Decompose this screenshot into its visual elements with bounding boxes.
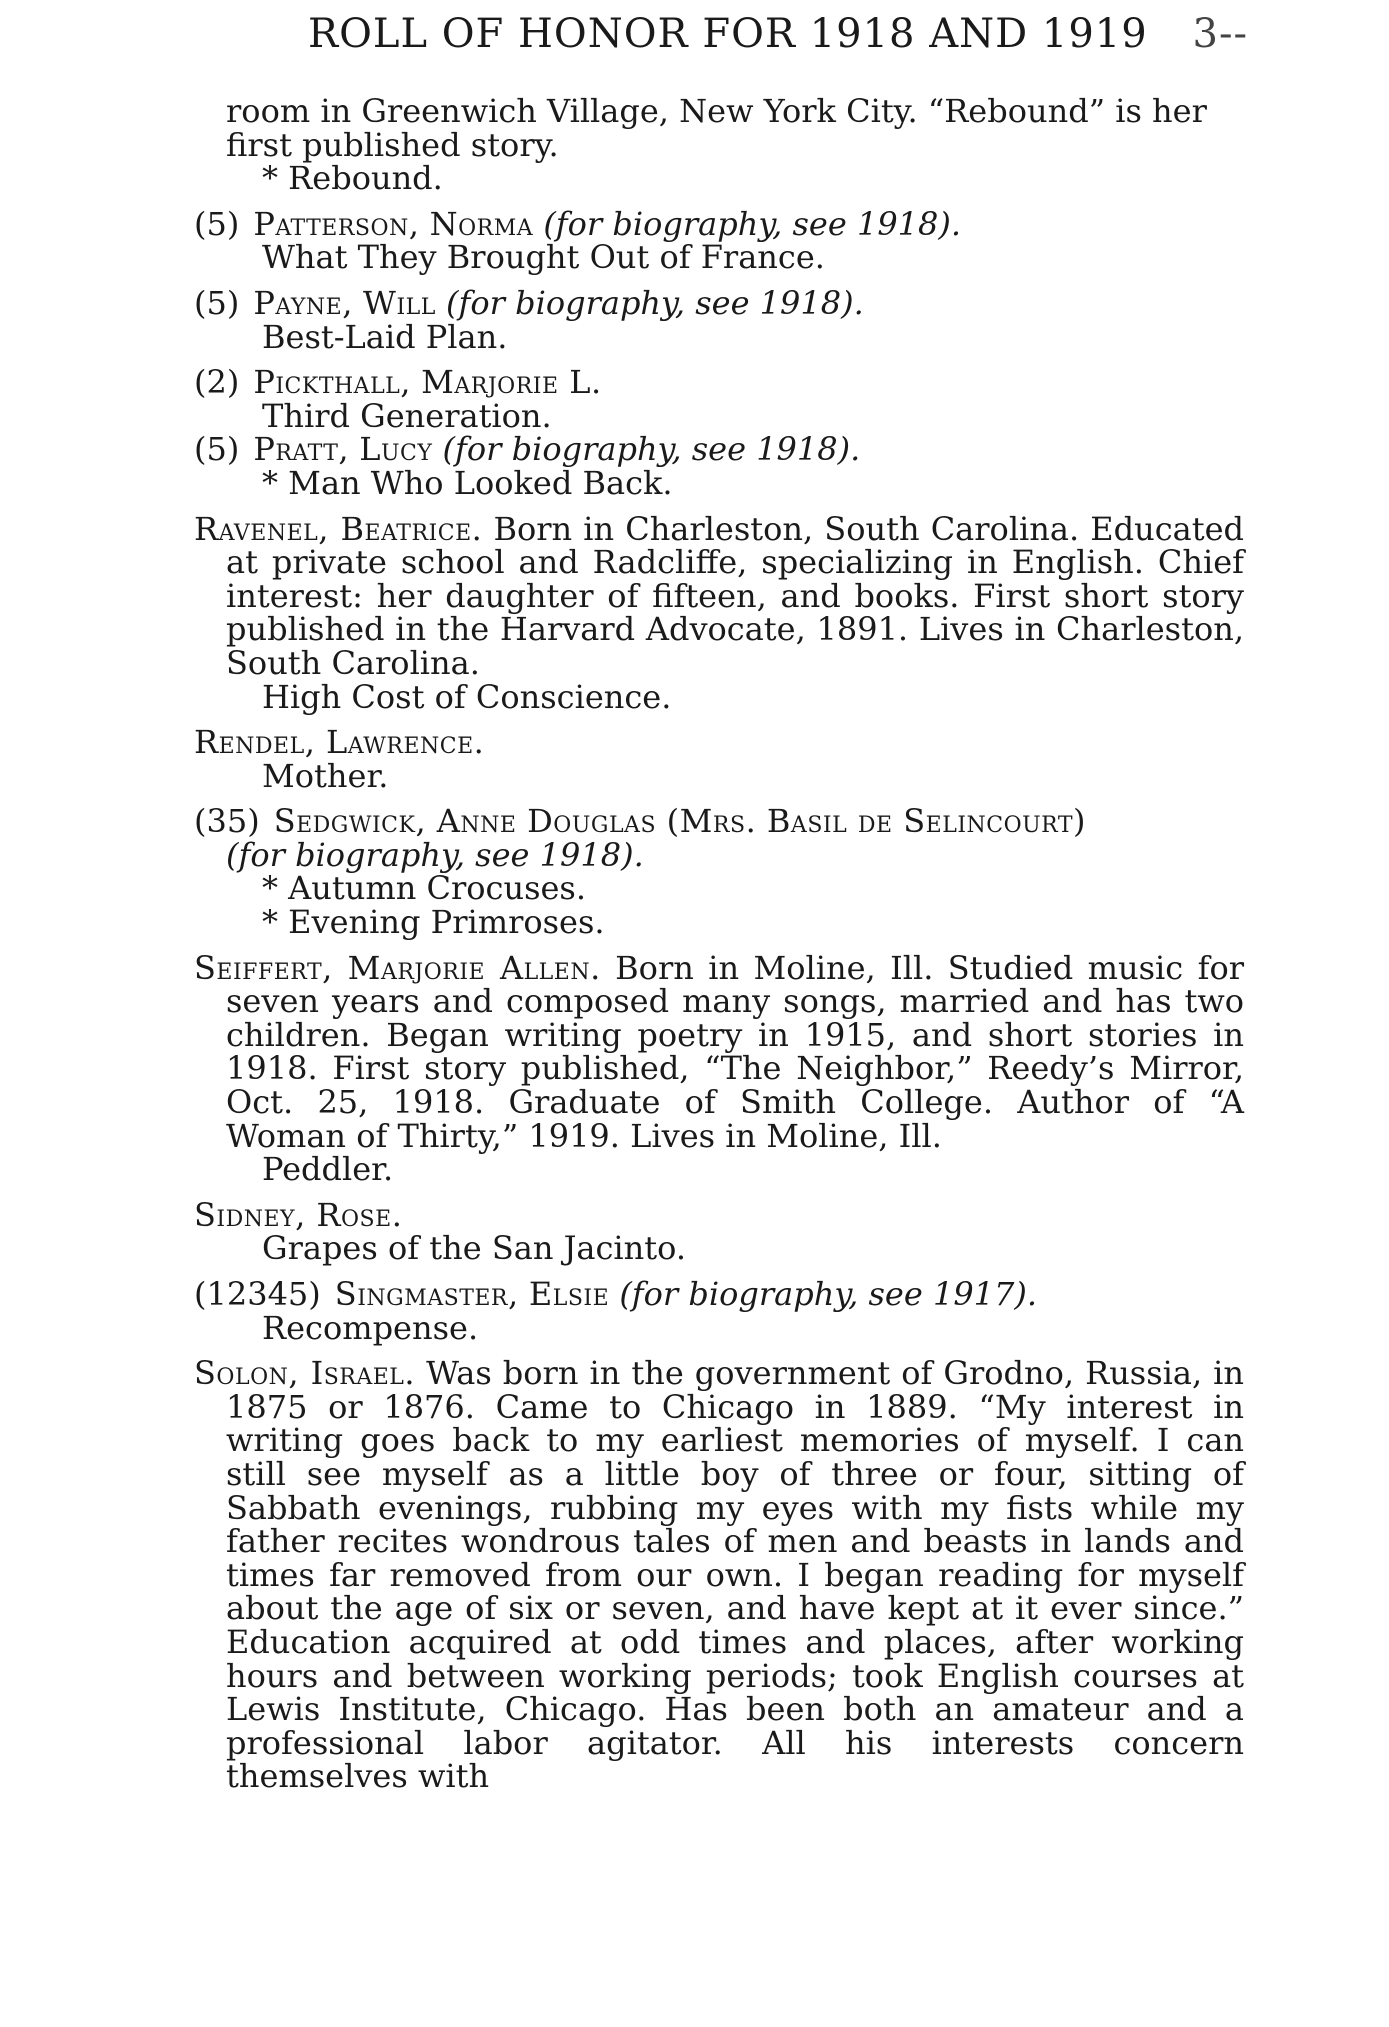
author-biography: Was born in the government of Grodno, Russia, in 1875 or 1876. Came to Chicago in 1889. “My interest in writing goes back to my earliest memories of myself. I can still see myself as a little boy of three or four, sitting of Sabbath evenings, rubbing my eyes with my fists while my father recites wondrous tales of men and beasts in lands and times far removed from our own. I began reading for myself about the age of six or seven, and have kept at it ever since.” Education acquired at odd times and places, after working hours and between working periods; took English courses at Lewis Institute, Chicago. Has been both an amateur and a professional labor agitator. All his interests concern themselves with xyxy=(226,1354,1245,1796)
author-given-name: Marjorie L. xyxy=(421,363,602,402)
author-entry xyxy=(194,204,1244,277)
star-count: (5) xyxy=(194,283,240,322)
story-title: Recompense. xyxy=(262,1308,479,1347)
author-name: Seiffert, Marjorie Allen. xyxy=(194,948,601,987)
page-number: 3-- xyxy=(1192,11,1248,57)
story-title: Grapes of the San Jacinto. xyxy=(262,1229,686,1268)
story-title: Mother. xyxy=(262,756,389,795)
author-surname: Singmaster, xyxy=(334,1275,519,1313)
author-entry-sedgwick xyxy=(194,802,1244,942)
story-title: Peddler. xyxy=(262,1150,394,1189)
story-title: * Man Who Looked Back. xyxy=(262,463,673,502)
author-surname: Pratt, xyxy=(253,430,350,469)
story-title: * Autumn Crocuses. xyxy=(262,869,587,908)
author-entry xyxy=(194,430,1244,502)
carryover-entry xyxy=(194,92,1244,198)
author-biography: Born in Charleston, South Carolina. Educated at private school and Radcliffe, specializing in English. Chief interest: her daughter of fifteen, and books. First short story published in the Harvard Advocate, 1891. Lives in Charleston, South Carolina. xyxy=(226,509,1245,682)
author-name: Ravenel, Beatrice. xyxy=(194,509,483,548)
author-biography: Born in Moline, Ill. Studied music for seven years and composed many songs, married and has two children. Began writing poetry in 1915, and short stories in 1918. First story published, “The Neighbor,” Reedy’s Mirror, Oct. 25, 1918. Graduate of Smith College. Author of “A Woman of Thirty,” 1919. Lives in Moline, Ill. xyxy=(226,948,1244,1155)
star-count: (5) xyxy=(194,204,240,243)
star-count: (2) xyxy=(194,363,240,402)
author-given-name: Elsie xyxy=(528,1275,610,1313)
author-entry-solon xyxy=(194,1354,1245,1796)
story-title: High Cost of Conscience. xyxy=(262,677,672,716)
author-entry-sidney xyxy=(194,1195,1244,1268)
running-header xyxy=(308,8,1268,60)
author-surname: Pickthall, xyxy=(253,363,411,402)
author-entry xyxy=(194,363,1244,435)
author-name: Sedgwick, Anne Douglas (Mrs. Basil de Selincourt) xyxy=(273,802,1087,841)
story-title: Best-Laid Plan. xyxy=(262,317,508,356)
story-title: What They Brought Out of France. xyxy=(262,238,825,277)
author-given-name: Will xyxy=(363,283,436,322)
carryover-text: room in Greenwich Village, New York City. “Rebound” is her first published story. xyxy=(226,92,1207,164)
author-entry xyxy=(194,283,1244,356)
author-name: Rendel, Lawrence. xyxy=(194,723,485,762)
author-entry-seiffert xyxy=(194,948,1244,1189)
biography-note: (for biography, see 1917). xyxy=(619,1275,1038,1313)
author-entry-ravenel xyxy=(194,509,1245,716)
author-entry-rendel xyxy=(194,723,1244,795)
author-surname: Patterson, xyxy=(253,204,420,243)
biography-note: (for biography, see 1918). xyxy=(446,283,864,322)
story-title: * Rebound. xyxy=(262,159,443,198)
running-title: ROLL OF HONOR FOR 1918 AND 1919 xyxy=(308,11,1148,57)
biography-note: (for biography, see 1918). xyxy=(442,430,861,469)
story-title: * Evening Primroses. xyxy=(262,903,605,942)
star-count: (5) xyxy=(194,430,240,469)
star-count: (35) xyxy=(194,802,260,841)
biography-note: (for biography, see 1918). xyxy=(543,204,962,243)
author-name: Sidney, Rose. xyxy=(194,1195,403,1234)
page-body xyxy=(194,92,1245,1806)
author-given-name: Lucy xyxy=(359,430,433,469)
biography-note: (for biography, see 1918). xyxy=(226,835,644,874)
author-surname: Payne, xyxy=(253,283,353,322)
author-name: Solon, Israel. xyxy=(194,1354,416,1393)
star-count: (12345) xyxy=(194,1275,321,1313)
author-entry-singmaster xyxy=(194,1275,1244,1347)
author-given-name: Norma xyxy=(429,204,534,243)
story-title: Third Generation. xyxy=(262,396,552,435)
